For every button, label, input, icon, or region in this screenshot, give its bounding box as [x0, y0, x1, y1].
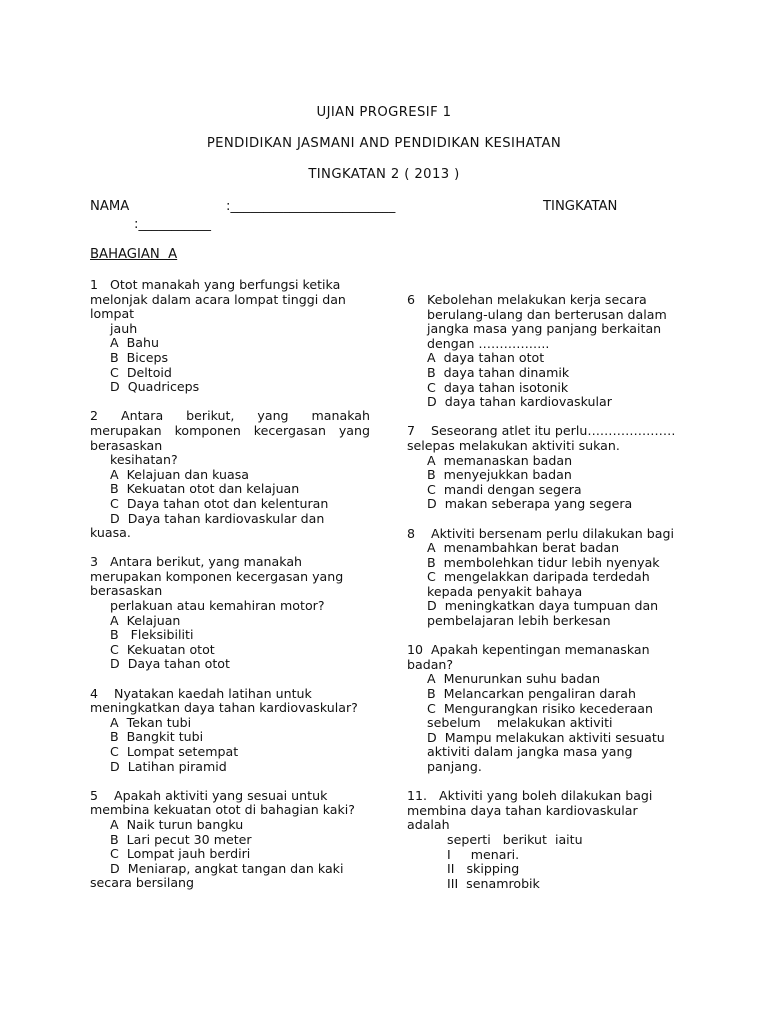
nama-label: NAMA: [90, 199, 130, 214]
question-line: D Meniarap, angkat tangan dan kaki: [90, 860, 344, 876]
right-question-column: [407, 293, 687, 906]
question-line: B Melancarkan pengaliran darah: [407, 686, 636, 702]
question-text: 3 Antara berikut, yang manakah: [90, 554, 303, 570]
question-block: [90, 409, 370, 540]
question-text: 6 Kebolehan melakukan kerja secara: [407, 292, 647, 307]
question-line: C Lompat setempat: [90, 744, 239, 759]
question-block: [407, 789, 687, 891]
question-block: [90, 555, 370, 672]
question-line: II skipping: [407, 861, 520, 877]
question-text: 7 Seseorang atlet itu perlu…………………: [407, 423, 676, 439]
question-line: merupakan komponen kecergasan yang: [90, 422, 370, 438]
question-text: 1 Otot manakah yang berfungsi ketika: [90, 277, 341, 292]
section-title: BAHAGIAN A: [90, 247, 178, 262]
question-line: D Daya tahan kardiovaskular dan: [90, 510, 325, 526]
left-question-column: [90, 278, 370, 906]
question-line: membina kekuatan otot di bahagian kaki?: [90, 802, 355, 818]
question-line: III senamrobik: [407, 875, 540, 891]
question-line: perlakuan atau kemahiran motor?: [90, 598, 325, 614]
question-line: dengan ……………..: [407, 335, 550, 351]
question-line: kuasa.: [90, 525, 131, 541]
question-block: [407, 293, 687, 410]
question-line: A Bahu: [90, 335, 159, 351]
question-text: 10 Apakah kepentingan memanaskan: [407, 642, 650, 658]
question-line: berasaskan: [90, 437, 163, 453]
question-line: selepas melakukan aktiviti sukan.: [407, 437, 620, 453]
question-line: C Lompat jauh berdiri: [90, 846, 251, 862]
question-text: 8 Aktiviti bersenam perlu dilakukan bagi: [407, 525, 674, 541]
question-line: C mandi dengan segera: [407, 481, 582, 497]
question-block: [407, 527, 687, 629]
question-line: B Fleksibiliti: [90, 627, 194, 643]
question-line: D Quadriceps: [90, 379, 200, 395]
question-line: B Kekuatan otot dan kelajuan: [90, 481, 300, 497]
question-line: panjang.: [407, 759, 482, 774]
question-line: A memanaskan badan: [407, 452, 573, 468]
question-line: B Bangkit tubi: [90, 729, 204, 745]
question-line: B Biceps: [90, 349, 169, 365]
question-line: B menyejukkan badan: [407, 467, 572, 483]
question-line: jauh: [90, 320, 138, 336]
question-line: A Kelajuan: [90, 612, 181, 628]
question-line: berasaskan: [90, 583, 163, 599]
question-block: [90, 687, 370, 775]
question-line: B daya tahan dinamik: [407, 364, 570, 380]
question-line: C daya tahan isotonik: [407, 379, 569, 395]
question-line: C Mengurangkan risiko kecederaan: [407, 700, 653, 716]
question-line: A Tekan tubi: [90, 714, 192, 730]
question-line: kesihatan?: [90, 452, 178, 468]
question-line: D Latihan piramid: [90, 758, 227, 774]
question-text: 11. Aktiviti yang boleh dilakukan bagi: [407, 788, 653, 804]
question-line: adalah: [407, 817, 450, 833]
question-line: berulang-ulang dan berterusan dalam: [407, 306, 667, 322]
question-line: D Mampu melakukan aktiviti sesuatu: [407, 729, 665, 745]
question-block: [90, 789, 370, 891]
question-line: jangka masa yang panjang berkaitan: [407, 321, 662, 337]
question-text: 2 Antara berikut, yang manakah: [90, 408, 370, 424]
question-line: A Kelajuan dan kuasa: [90, 466, 249, 482]
question-block: [407, 643, 687, 774]
exam-title: UJIAN PROGRESIF 1: [316, 105, 452, 120]
question-line: C Deltoid: [90, 364, 172, 380]
question-line: D Daya tahan otot: [90, 656, 230, 672]
exam-level: TINGKATAN 2 ( 2013 ): [308, 167, 460, 182]
question-line: D makan seberapa yang segera: [407, 496, 633, 512]
tingkatan-field[interactable]: :___________: [134, 217, 211, 232]
question-line: C Daya tahan otot dan kelenturan: [90, 495, 329, 511]
question-line: B membolehkan tidur lebih nyenyak: [407, 554, 660, 570]
question-line: seperti berikut iaitu: [407, 831, 583, 847]
question-line: C mengelakkan daripada terdedah: [407, 569, 650, 585]
question-line: secara bersilang: [90, 875, 195, 891]
question-line: sebelum melakukan aktiviti: [407, 715, 613, 731]
question-line: A menambahkan berat badan: [407, 540, 620, 556]
question-line: membina daya tahan kardiovaskular: [407, 802, 638, 818]
question-block: [90, 278, 370, 395]
question-line: aktiviti dalam jangka masa yang: [407, 744, 633, 760]
question-line: C Kekuatan otot: [90, 641, 215, 657]
question-block: [407, 424, 687, 512]
question-line: D meningkatkan daya tumpuan dan: [407, 598, 659, 614]
exam-subject: PENDIDIKAN JASMANI AND PENDIDIKAN KESIHATAN: [206, 136, 562, 151]
question-line: badan?: [407, 656, 454, 672]
question-line: merupakan komponen kecergasan yang: [90, 568, 344, 584]
question-line: A daya tahan otot: [407, 350, 545, 366]
nama-field[interactable]: :_________________________: [226, 199, 396, 214]
question-line: A Naik turun bangku: [90, 816, 244, 832]
question-line: lompat: [90, 306, 135, 322]
tingkatan-label: TINGKATAN: [543, 199, 618, 214]
question-line: B Lari pecut 30 meter: [90, 831, 252, 847]
question-text: 4 Nyatakan kaedah latihan untuk: [90, 685, 312, 701]
question-line: melonjak dalam acara lompat tinggi dan: [90, 291, 346, 307]
question-line: meningkatkan daya tahan kardiovaskular?: [90, 700, 358, 716]
question-line: kepada penyakit bahaya: [407, 583, 583, 599]
question-line: I menari.: [407, 846, 520, 862]
question-line: A Menurunkan suhu badan: [407, 671, 601, 687]
question-line: D daya tahan kardiovaskular: [407, 394, 612, 410]
question-line: pembelajaran lebih berkesan: [407, 613, 611, 629]
question-text: 5 Apakah aktiviti yang sesuai untuk: [90, 787, 328, 803]
